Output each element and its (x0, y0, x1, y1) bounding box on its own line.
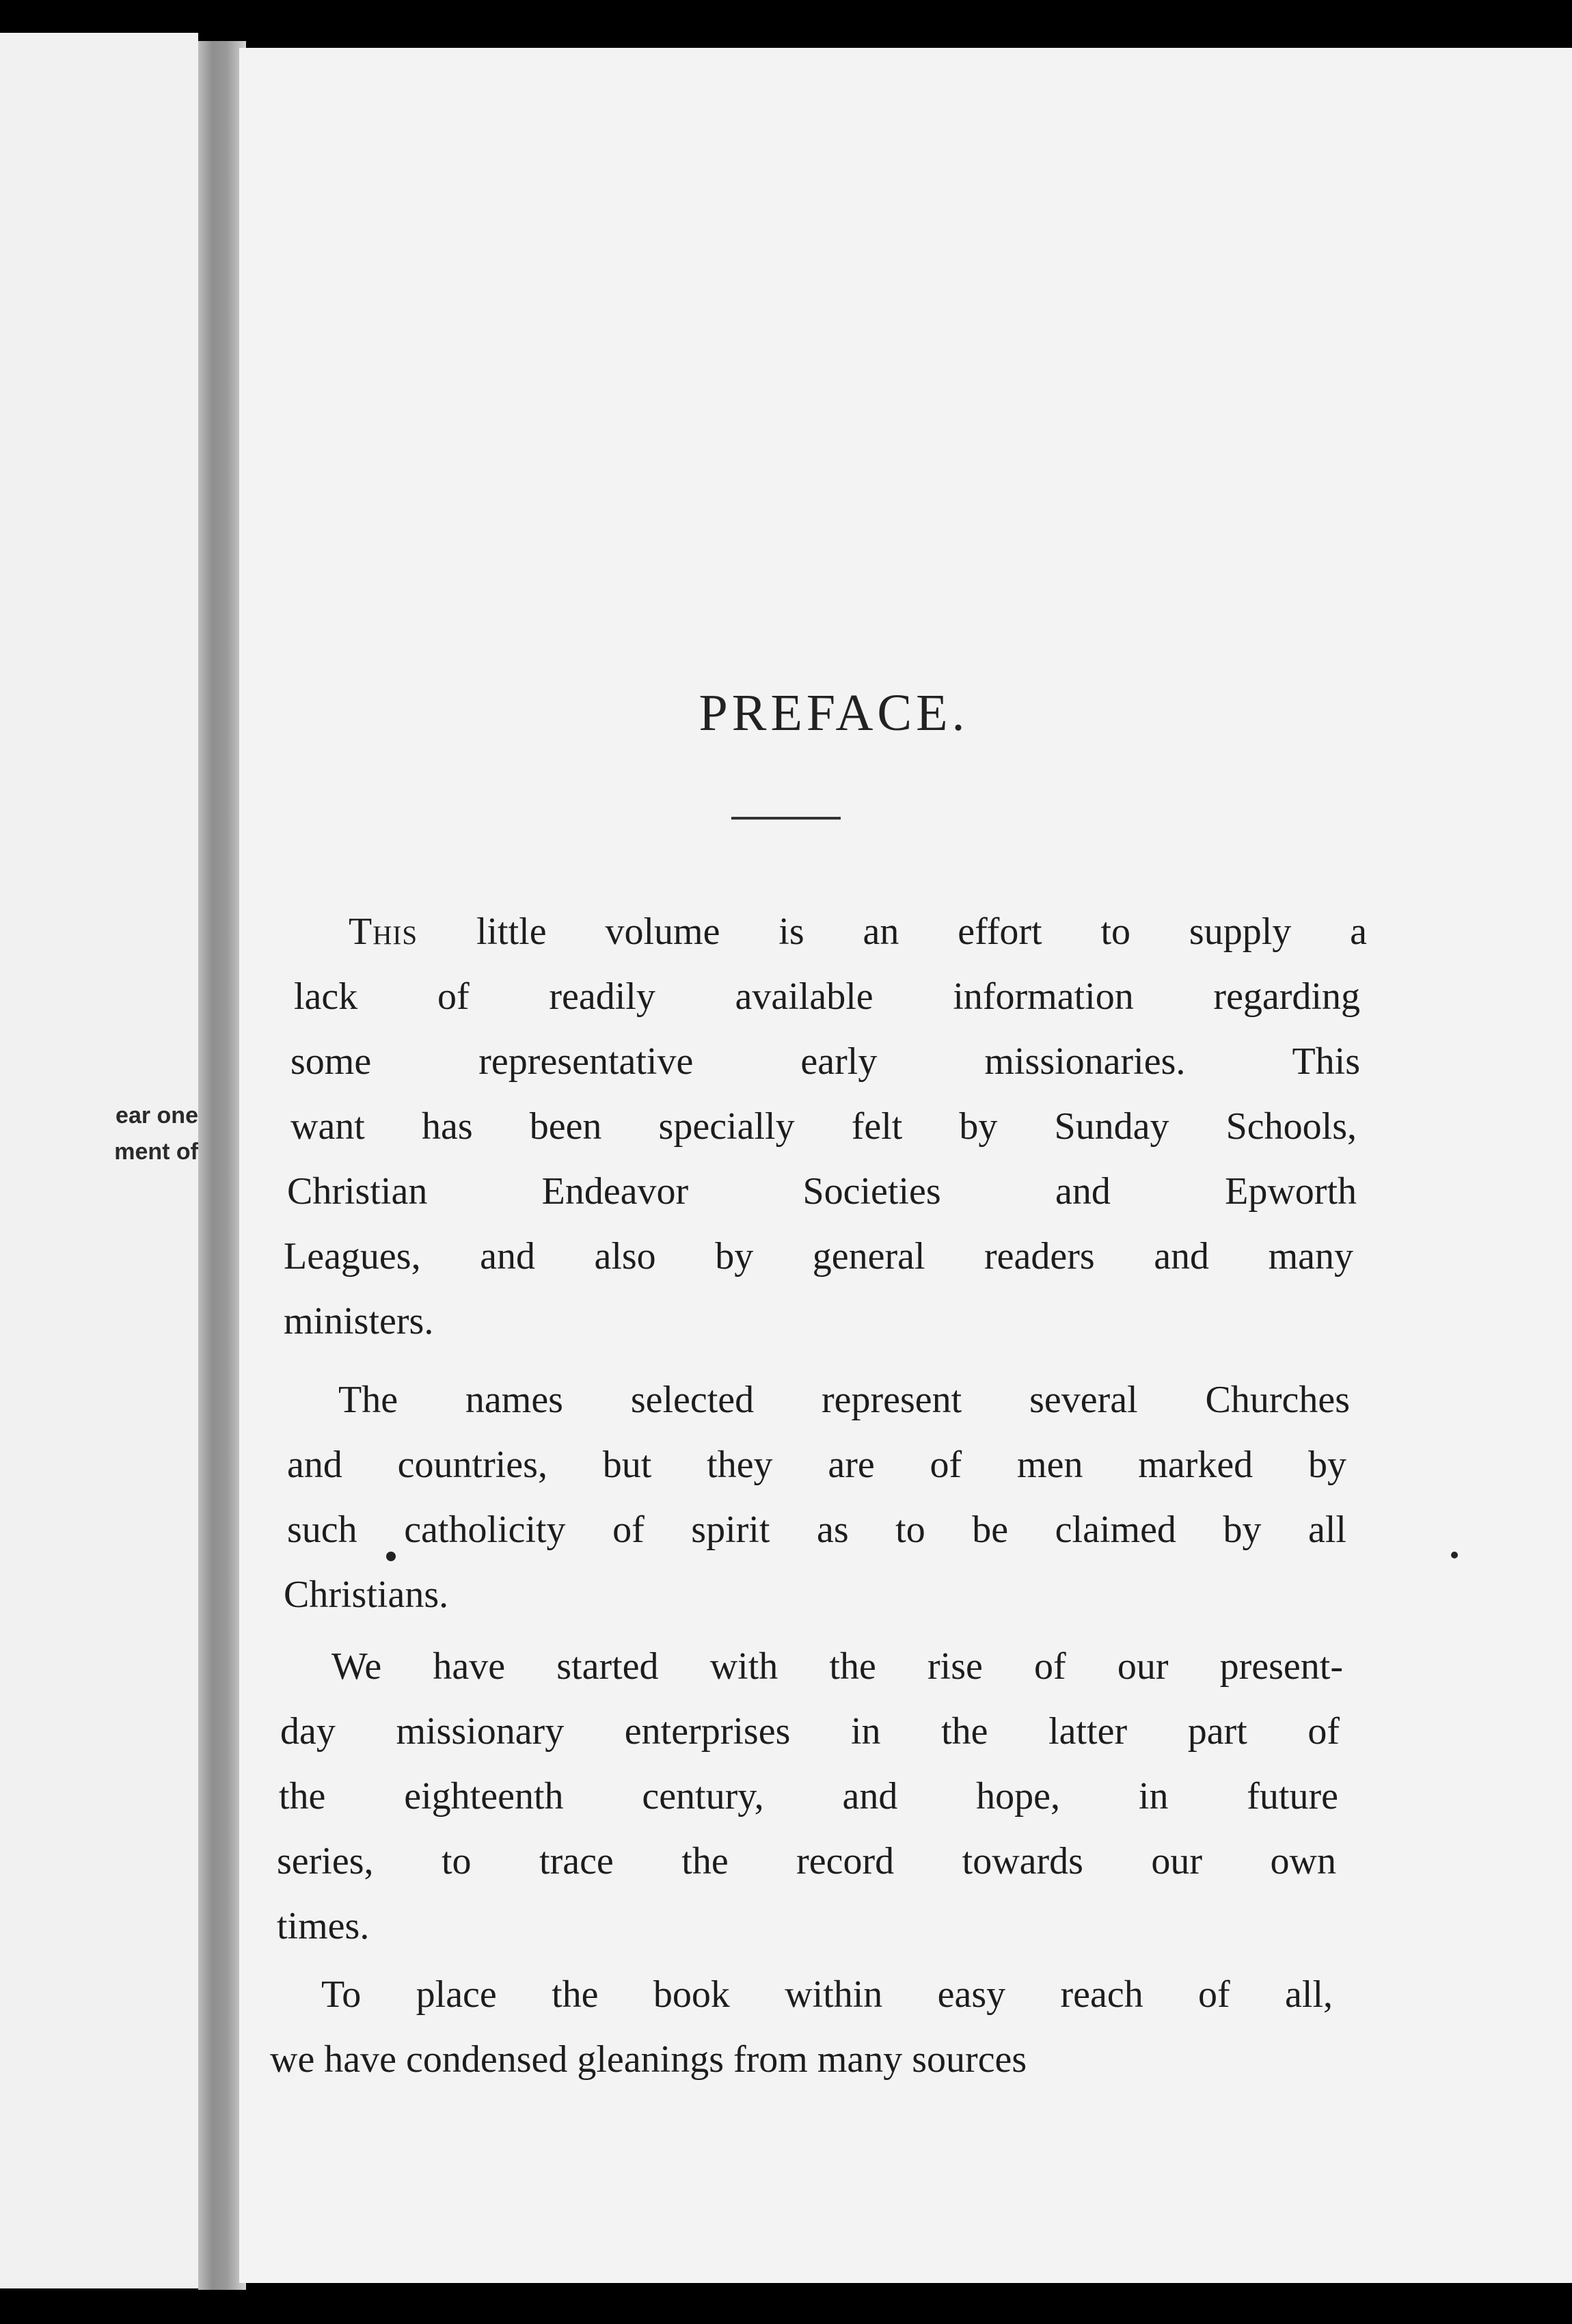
text-line: day missionary enterprises in the latter part of (280, 1712, 1340, 1753)
text-line: series, to trace the record towards our own (277, 1842, 1336, 1882)
text-line: such catholicity of spirit as to be claimed by all (287, 1511, 1346, 1551)
text-line: and countries, but they are of men marked by (287, 1446, 1346, 1486)
text-line: This little volume is an effort to supply a (349, 913, 1367, 956)
ink-speck (386, 1552, 396, 1561)
left-page (0, 33, 198, 2288)
text-line: times. (277, 1905, 370, 1947)
preface-body (239, 48, 1572, 2283)
text-line: ministers. (284, 1300, 434, 1342)
page-title: PREFACE. (699, 684, 969, 742)
text-line: want has been specially felt by Sunday Schools, (290, 1107, 1357, 1148)
text-line: Leagues, and also by general readers and many (284, 1237, 1353, 1278)
text-line: We have started with the rise of our present- (331, 1647, 1343, 1688)
ink-speck (1451, 1552, 1458, 1558)
text-line: Christian Endeavor Societies and Epworth (287, 1172, 1357, 1213)
text-line: we have condensed gleanings from many sources (270, 2038, 1027, 2081)
right-page (239, 48, 1572, 2283)
left-page-fragment: ment of (114, 1139, 198, 1165)
left-page-fragment: ear one (116, 1103, 198, 1129)
text-line: some representative early missionaries. This (290, 1042, 1360, 1083)
text-line: lack of readily available information regarding (294, 977, 1360, 1018)
text-line: The names selected represent several Churches (338, 1381, 1350, 1421)
text-line: Christians. (284, 1573, 449, 1616)
paragraph-lead: This (349, 913, 418, 953)
text-line: To place the book within easy reach of all, (321, 1975, 1333, 2016)
text-line: the eighteenth century, and hope, in future (279, 1777, 1338, 1818)
